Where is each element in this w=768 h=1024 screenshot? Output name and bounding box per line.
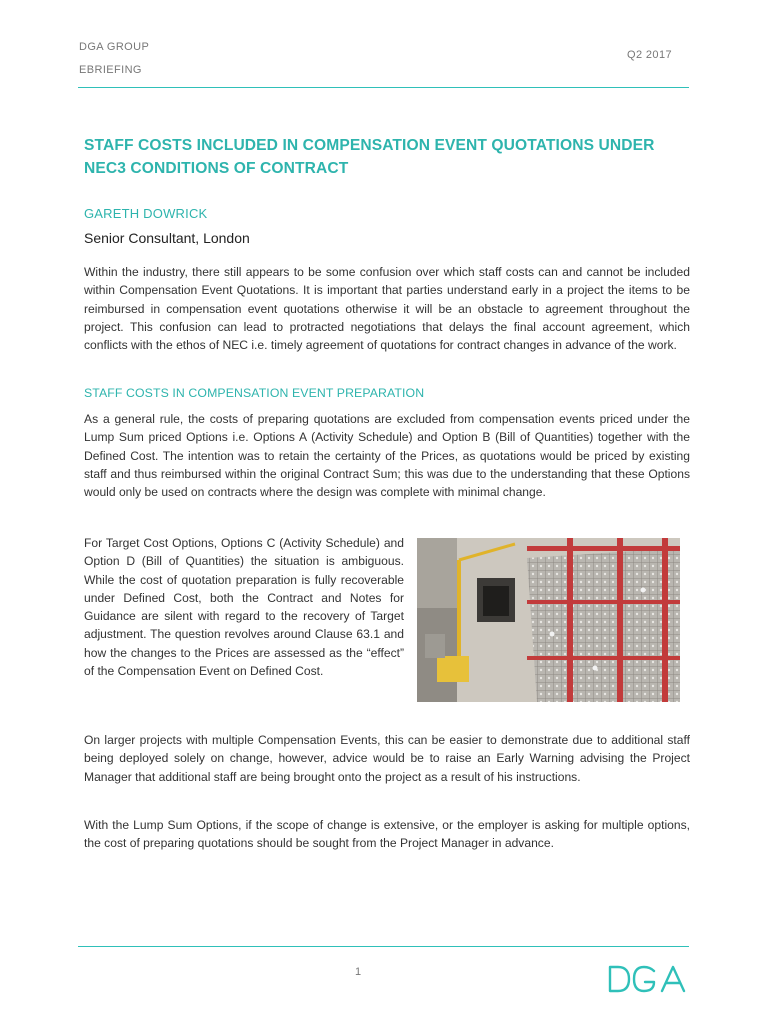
issue-date: Q2 2017 xyxy=(626,49,672,61)
publication-name: EBRIEFING xyxy=(79,64,142,76)
page-number: 1 xyxy=(354,966,362,978)
intro-paragraph: Within the industry, there still appears to be some confusion over which staff costs can and cannot be included within Compensation Event Quotations. It is important that parties understand early in a project the items to be reimbursed in compensation event quotations otherwise it will be an obstacle to agreement throughout the project. This confusion can lead to protracted negotiations that delays the final account agreement, which conflicts with the ethos of NEC i.e. timely agreement of quotations for contract changes in advance of the work. xyxy=(84,265,690,353)
dga-logo xyxy=(607,962,689,996)
body-paragraph-1: As a general rule, the costs of preparing quotations are excluded from compensation events priced under the Lump Sum priced Options i.e. Options A (Activity Schedule) and Option B (Bill of Quantities) together with the Defined Cost. The intention was to retain the certainty of the Prices, as quotations would be priced by existing staff and thus reimbursed within the original Contract Sum; this was due to the understanding that these Options would only be used on contracts where the design was complete with minimal change. xyxy=(84,412,690,500)
body-paragraph-2: For Target Cost Options, Options C (Activity Schedule) and Option D (Bill of Quantities) the situation is ambiguous. While the cost of quotation preparation is fully recoverable under Defined Cost, both the Contract and Notes for Guidance are silent with regard to the recovery of Target adjustment. The question revolves around Clause 63.1 and how the changes to the Prices are assessed as the “effect” of the Compensation Event on Defined Cost. xyxy=(84,536,404,679)
header-divider xyxy=(78,87,689,88)
article-title: STAFF COSTS INCLUDED IN COMPENSATION EVENT QUOTATIONS UNDER NEC3 CONDITIONS OF CONTRACT xyxy=(84,137,655,177)
author-name: GARETH DOWRICK xyxy=(84,206,208,221)
section-heading: STAFF COSTS IN COMPENSATION EVENT PREPARATION xyxy=(84,386,425,400)
body-paragraph-3: On larger projects with multiple Compensation Events, this can be easier to demonstrate due to additional staff being deployed solely on change, however, advice would be to raise an Early Warning advising the Project Manager that additional staff are being brought onto the project as a result of his instructions. xyxy=(84,733,690,784)
body-paragraph-4: With the Lump Sum Options, if the scope of change is extensive, or the employer is asking for multiple options, the cost of preparing quotations should be sought from the Project Manager in advance. xyxy=(84,818,690,851)
footer-divider xyxy=(78,946,689,947)
header-left xyxy=(79,36,149,82)
company-name: DGA GROUP xyxy=(79,41,150,53)
author-role: Senior Consultant, London xyxy=(84,230,250,246)
construction-site-photo xyxy=(417,538,680,702)
